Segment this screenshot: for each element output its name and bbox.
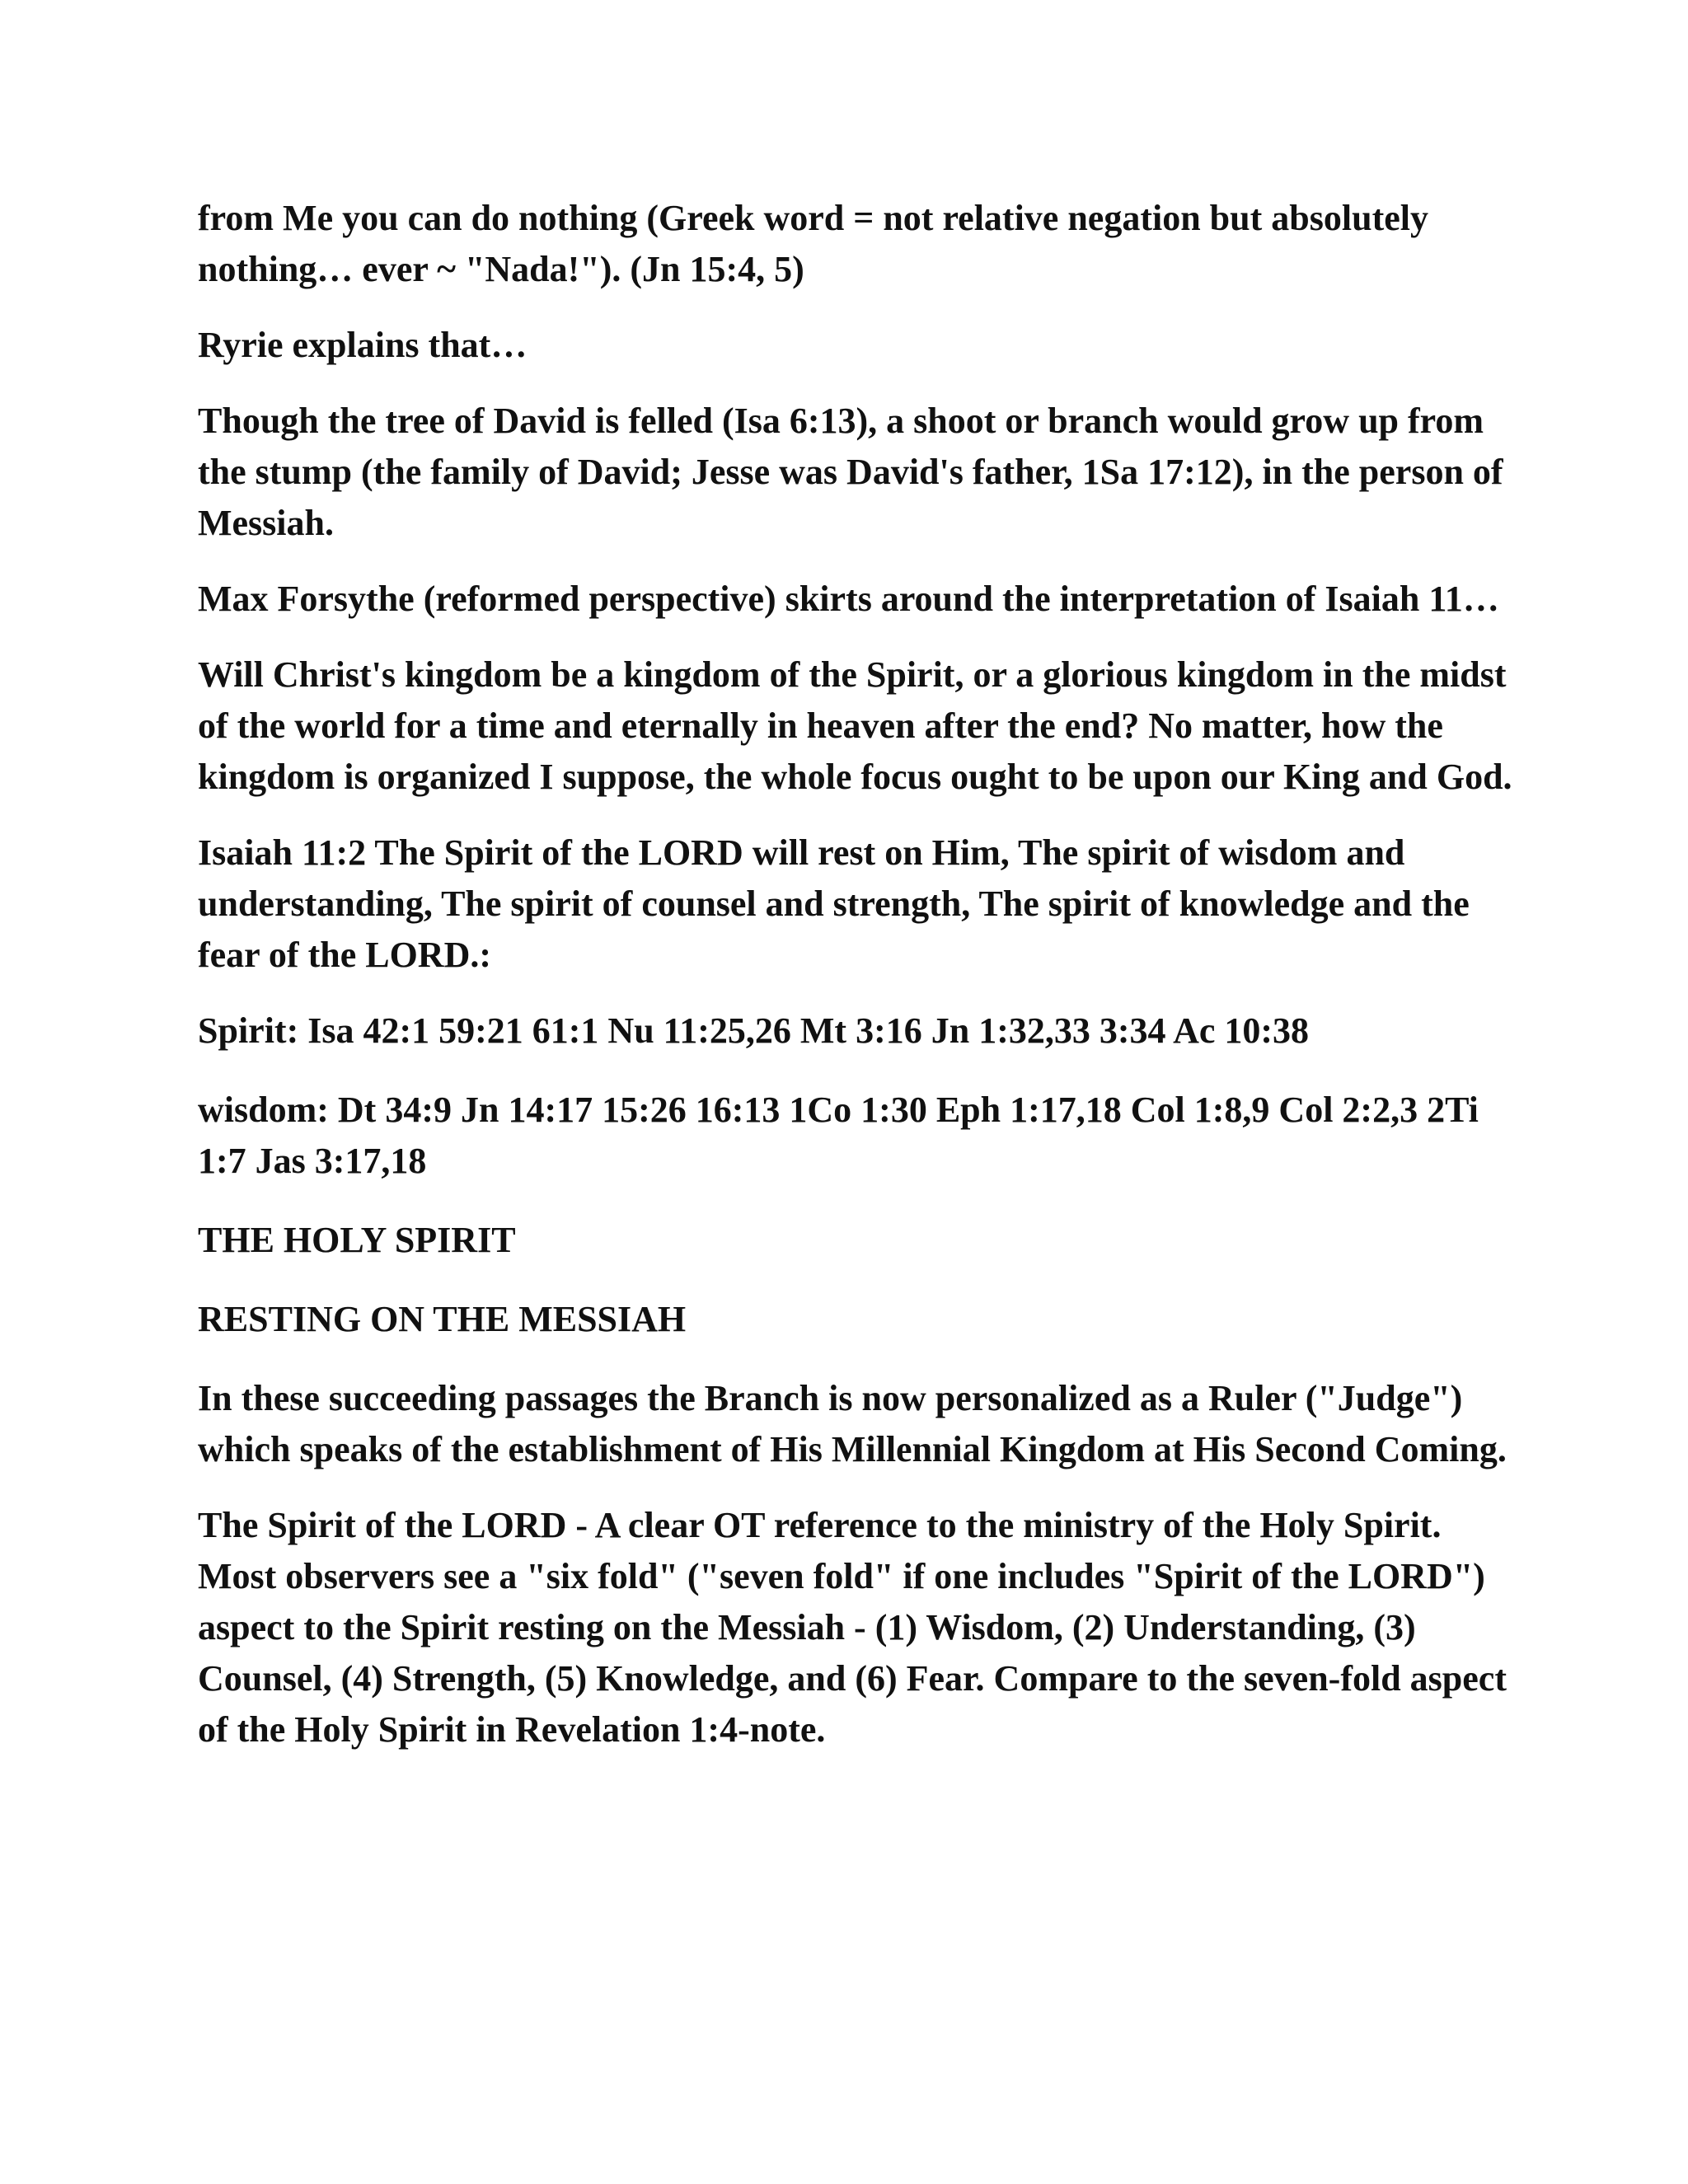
paragraph-forsythe-intro: Max Forsythe (reformed perspective) skirts around the interpretation of Isaiah 11… [198, 579, 1499, 619]
paragraph-wisdom-references: wisdom: Dt 34:9 Jn 14:17 15:26 16:13 1Co 1:30 Eph 1:17,18 Col 1:8,9 Col 2:2,3 2Ti 1:7 Jas 3:17,18 [198, 1090, 1479, 1181]
paragraph-isaiah-11-2: Isaiah 11:2 The Spirit of the LORD will rest on Him, The spirit of wisdom and understanding, The spirit of counsel and strength, The spirit of knowledge and the fear of the LORD.: [198, 832, 1470, 975]
document-body [198, 193, 1517, 1780]
section-heading-resting-on-messiah: RESTING ON THE MESSIAH [198, 1299, 687, 1339]
paragraph-branch-ruler: In these succeeding passages the Branch is now personalized as a Ruler ("Judge") which speaks of the establishment of His Millennial Kingdom at His Second Coming. [198, 1378, 1507, 1469]
paragraph-spirit-references: Spirit: Isa 42:1 59:21 61:1 Nu 11:25,26 Mt 3:16 Jn 1:32,33 3:34 Ac 10:38 [198, 1010, 1310, 1051]
paragraph-ryrie-intro: Ryrie explains that… [198, 325, 528, 365]
section-heading-holy-spirit: THE HOLY SPIRIT [198, 1220, 516, 1260]
paragraph-spirit-of-the-lord: The Spirit of the LORD - A clear OT reference to the ministry of the Holy Spirit. Most observers see a "six fold" ("seven fold" if one includes "Spirit of the LORD") aspect to the Spirit resting on the Messiah - (1) Wisdom, (2) Understanding, (3) Counsel, (4) Strength, (5) Knowledge, and (6) Fear. Compare to the seven-fold aspect of the Holy Spirit in Revelation 1:4-note. [198, 1505, 1507, 1750]
paragraph-ryrie-quote: Though the tree of David is felled (Isa 6:13), a shoot or branch would grow up from the stump (the family of David; Jesse was David's father, 1Sa 17:12), in the person of Messiah. [198, 401, 1503, 543]
paragraph-forsythe-quote: Will Christ's kingdom be a kingdom of the Spirit, or a glorious kingdom in the midst of the world for a time and eternally in heaven after the end? No matter, how the kingdom is organized I suppose, the whole focus ought to be upon our King and God. [198, 654, 1512, 797]
paragraph-john-15-quote: from Me you can do nothing (Greek word = not relative negation but absolutely nothing… ever ~ "Nada!"). (Jn 15:4, 5) [198, 198, 1428, 289]
